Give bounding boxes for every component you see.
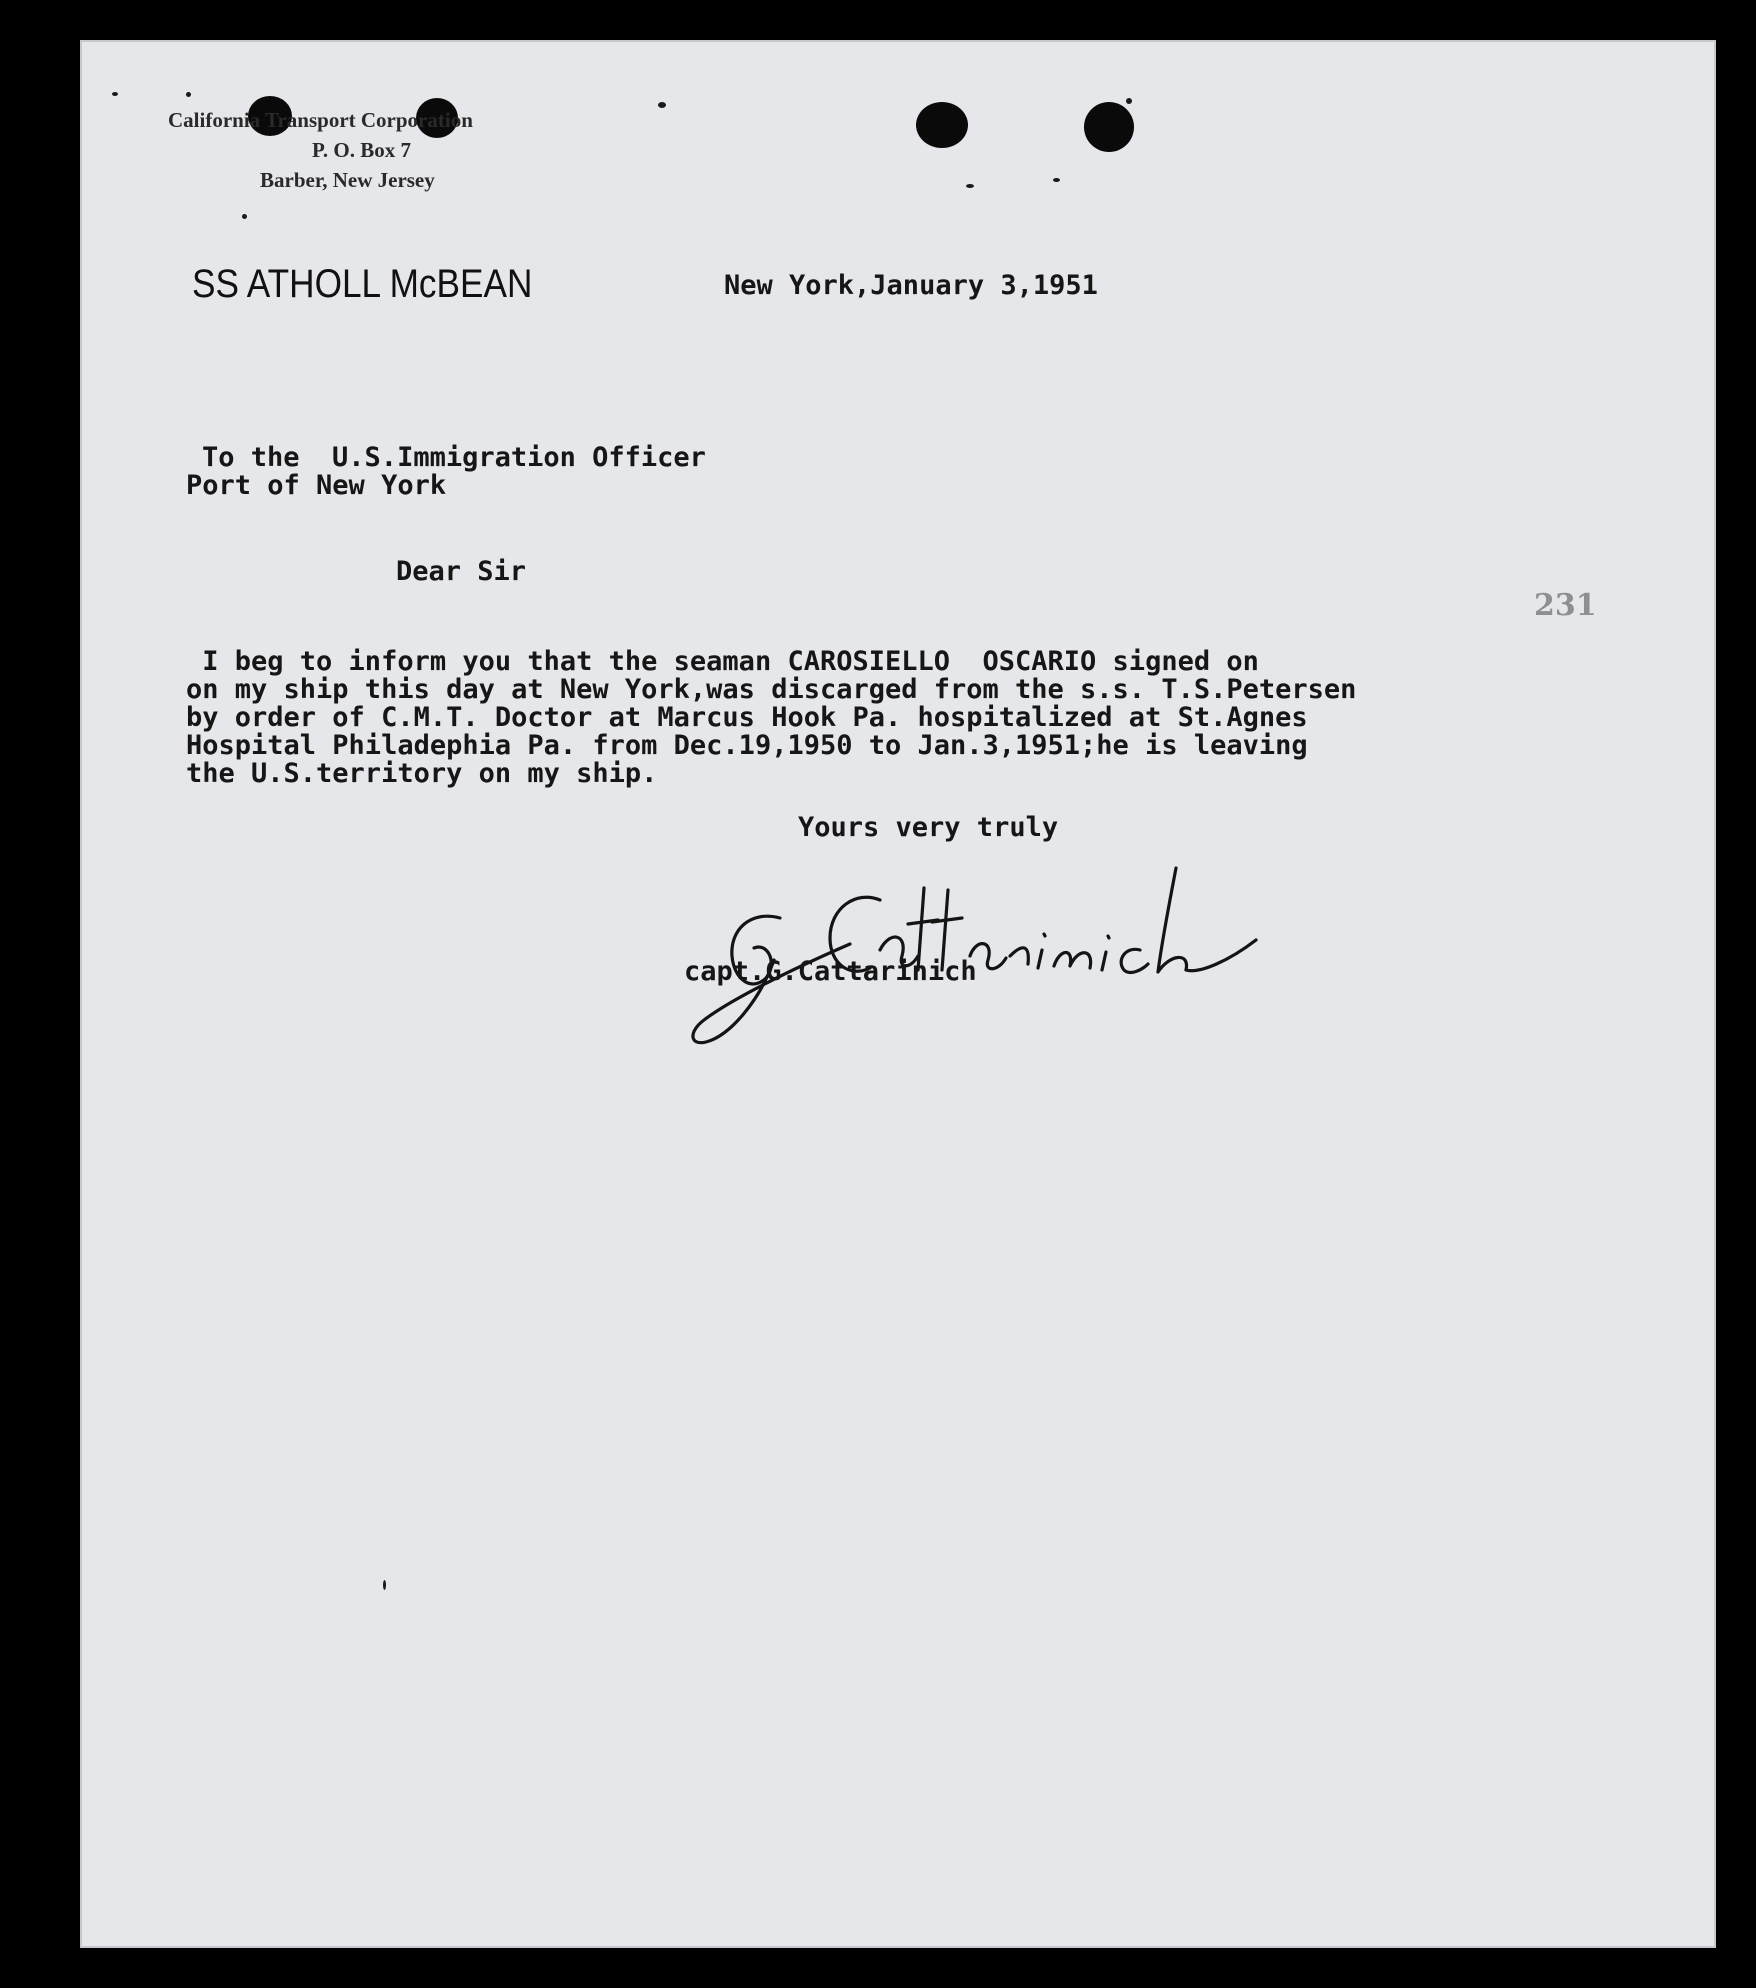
dateline: New York,January 3,1951 bbox=[724, 270, 1098, 301]
speck bbox=[186, 92, 191, 97]
speck bbox=[383, 1580, 386, 1590]
body-line: by order of C.M.T. Doctor at Marcus Hook Pa. hospitalized at St.Agnes bbox=[186, 702, 1308, 733]
speck bbox=[112, 92, 118, 96]
body-line: Hospital Philadephia Pa. from Dec.19,1950 to Jan.3,1951;he is leaving bbox=[186, 730, 1308, 761]
letter-page bbox=[80, 40, 1716, 1948]
speck bbox=[966, 184, 974, 188]
recipient-line-2: Port of New York bbox=[186, 470, 447, 501]
speck bbox=[1053, 178, 1060, 182]
punch-hole-4 bbox=[1084, 102, 1134, 152]
body-line: the U.S.territory on my ship. bbox=[186, 758, 658, 789]
body-line: I beg to inform you that the seaman CAROSIELLO OSCARIO signed on bbox=[186, 646, 1259, 677]
body-line: on my ship this day at New York,was discarged from the s.s. T.S.Petersen bbox=[186, 674, 1357, 705]
bleed-through-smudge bbox=[700, 370, 1200, 450]
salutation: Dear Sir bbox=[396, 556, 527, 587]
punch-hole-3 bbox=[916, 102, 968, 148]
company-name: California Transport Corporation bbox=[168, 108, 473, 132]
speck bbox=[658, 102, 666, 108]
page-number: 231 bbox=[1534, 588, 1597, 623]
typed-signature: capt.G.Cattarinich bbox=[684, 956, 977, 987]
company-city: Barber, New Jersey bbox=[260, 168, 435, 192]
recipient-line-1: To the U.S.Immigration Officer bbox=[202, 442, 706, 473]
closing: Yours very truly bbox=[798, 812, 1059, 843]
ship-name-stamp: SS ATHOLL McBEAN bbox=[192, 262, 533, 306]
speck bbox=[242, 214, 247, 219]
speck bbox=[1126, 98, 1132, 104]
po-box: P. O. Box 7 bbox=[312, 138, 411, 162]
